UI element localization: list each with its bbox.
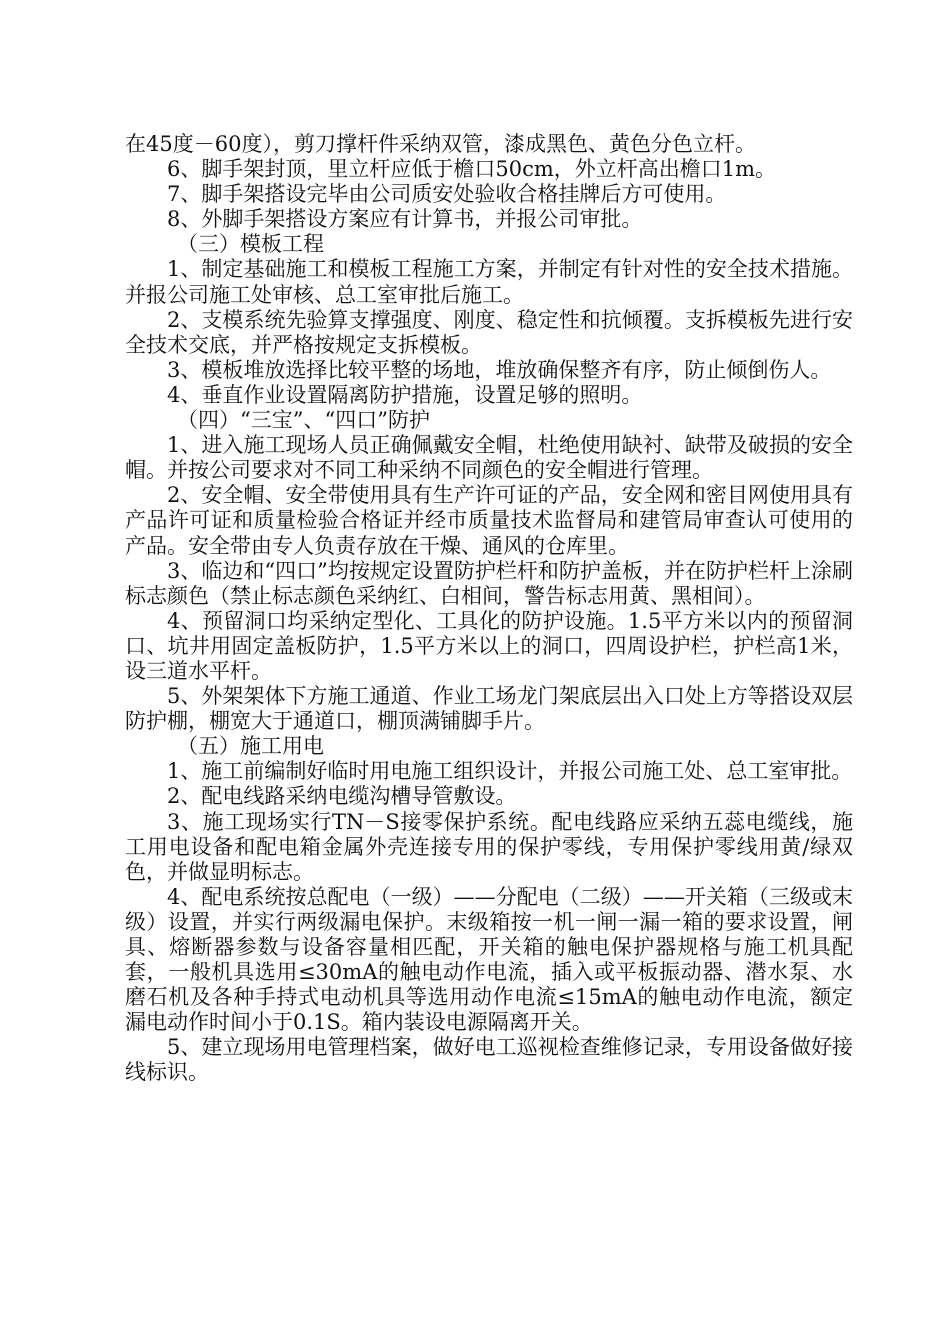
paragraph-item: 4、预留洞口均采纳定型化、工具化的防护设施。1.5平方米以内的预留洞口、坑井用固定盖板防护，1.5平方米以上的洞口，四周设护栏，护栏高1米，设三道水平杆。 xyxy=(125,608,853,683)
paragraph-item: 3、临边和“四口”均按规定设置防护栏杆和防护盖板，并在防护栏杆上涂刷标志颜色（禁止标志颜色采纳红、白相间，警告标志用黄、黑相间）。 xyxy=(125,558,853,608)
paragraph-item: 6、脚手架封顶，里立杆应低于檐口50cm，外立杆高出檐口1m。 xyxy=(167,157,777,182)
paragraph-item: 8、外脚手架搭设方案应有计算书，并报公司审批。 xyxy=(167,207,643,232)
paragraph-item: 3、施工现场实行TN－S接零保护系统。配电线路应采纳五蕊电缆线，施工用电设备和配电箱金属外壳连接专用的保护零线，专用保护零线用黄/绿双色，并做显明标志。 xyxy=(125,809,853,884)
paragraph-item: 7、脚手架搭设完毕由公司质安处验收合格挂牌后方可使用。 xyxy=(167,182,727,207)
document-body xyxy=(125,132,853,1086)
paragraph-item: 3、模板堆放选择比较平整的场地，堆放确保整齐有序，防止倾倒伤人。 xyxy=(167,357,832,382)
paragraph-item: 1、制定基础施工和模板工程施工方案，并制定有针对性的安全技术措施。并报公司施工处审核、总工室审批后施工。 xyxy=(125,257,853,307)
section-heading: （三）模板工程 xyxy=(177,232,324,257)
paragraph-item: 4、配电系统按总配电（一级）——分配电（二级）——开关箱（三级或末级）设置，并实行两级漏电保护。末级箱按一机一闸一漏一箱的要求设置，闸具、熔断器参数与设备容量相匹配，开关箱的触电保护器规格与施工机具配套，一般机具选用≤30mA的触电动作电流，插入或平板振动器、潜水泵、水磨石机及各种手持式电动机具等选用动作电流≤15mA的触电动作电流，额定漏电动作时间小于0.1S。箱内装设电源隔离开关。 xyxy=(125,884,853,1035)
paragraph-continuation: 在45度－60度），剪刀撑杆件采纳双管，漆成黑色、黄色分色立杆。 xyxy=(125,132,756,156)
paragraph-item: 4、垂直作业设置隔离防护措施，设置足够的照明。 xyxy=(167,382,643,407)
paragraph-item: 2、支模系统先验算支撑强度、刚度、稳定性和抗倾覆。支拆模板先进行安全技术交底，并严格按规定支拆模板。 xyxy=(125,307,853,357)
section-heading: （五）施工用电 xyxy=(177,734,324,759)
paragraph-item: 5、建立现场用电管理档案，做好电工巡视检查维修记录，专用设备做好接线标识。 xyxy=(125,1035,853,1085)
paragraph-item: 5、外架架体下方施工通道、作业工场龙门架底层出入口处上方等搭设双层防护棚，棚宽大于通道口，棚顶满铺脚手片。 xyxy=(125,684,853,734)
section-heading: （四）“三宝”、“四口”防护 xyxy=(177,408,430,433)
paragraph-item: 1、进入施工现场人员正确佩戴安全帽，杜绝使用缺衬、缺带及破损的安全帽。并按公司要求对不同工种采纳不同颜色的安全帽进行管理。 xyxy=(125,433,853,483)
paragraph-item: 2、配电线路采纳电缆沟槽导管敷设。 xyxy=(167,784,517,809)
paragraph-item: 2、安全帽、安全带使用具有生产许可证的产品，安全网和密目网使用具有产品许可证和质量检验合格证并经市质量技术监督局和建管局审查认可使用的产品。安全带由专人负责存放在干燥、通风的仓库里。 xyxy=(125,483,853,558)
paragraph-item: 1、施工前编制好临时用电施工组织设计，并报公司施工处、总工室审批。 xyxy=(167,759,853,784)
